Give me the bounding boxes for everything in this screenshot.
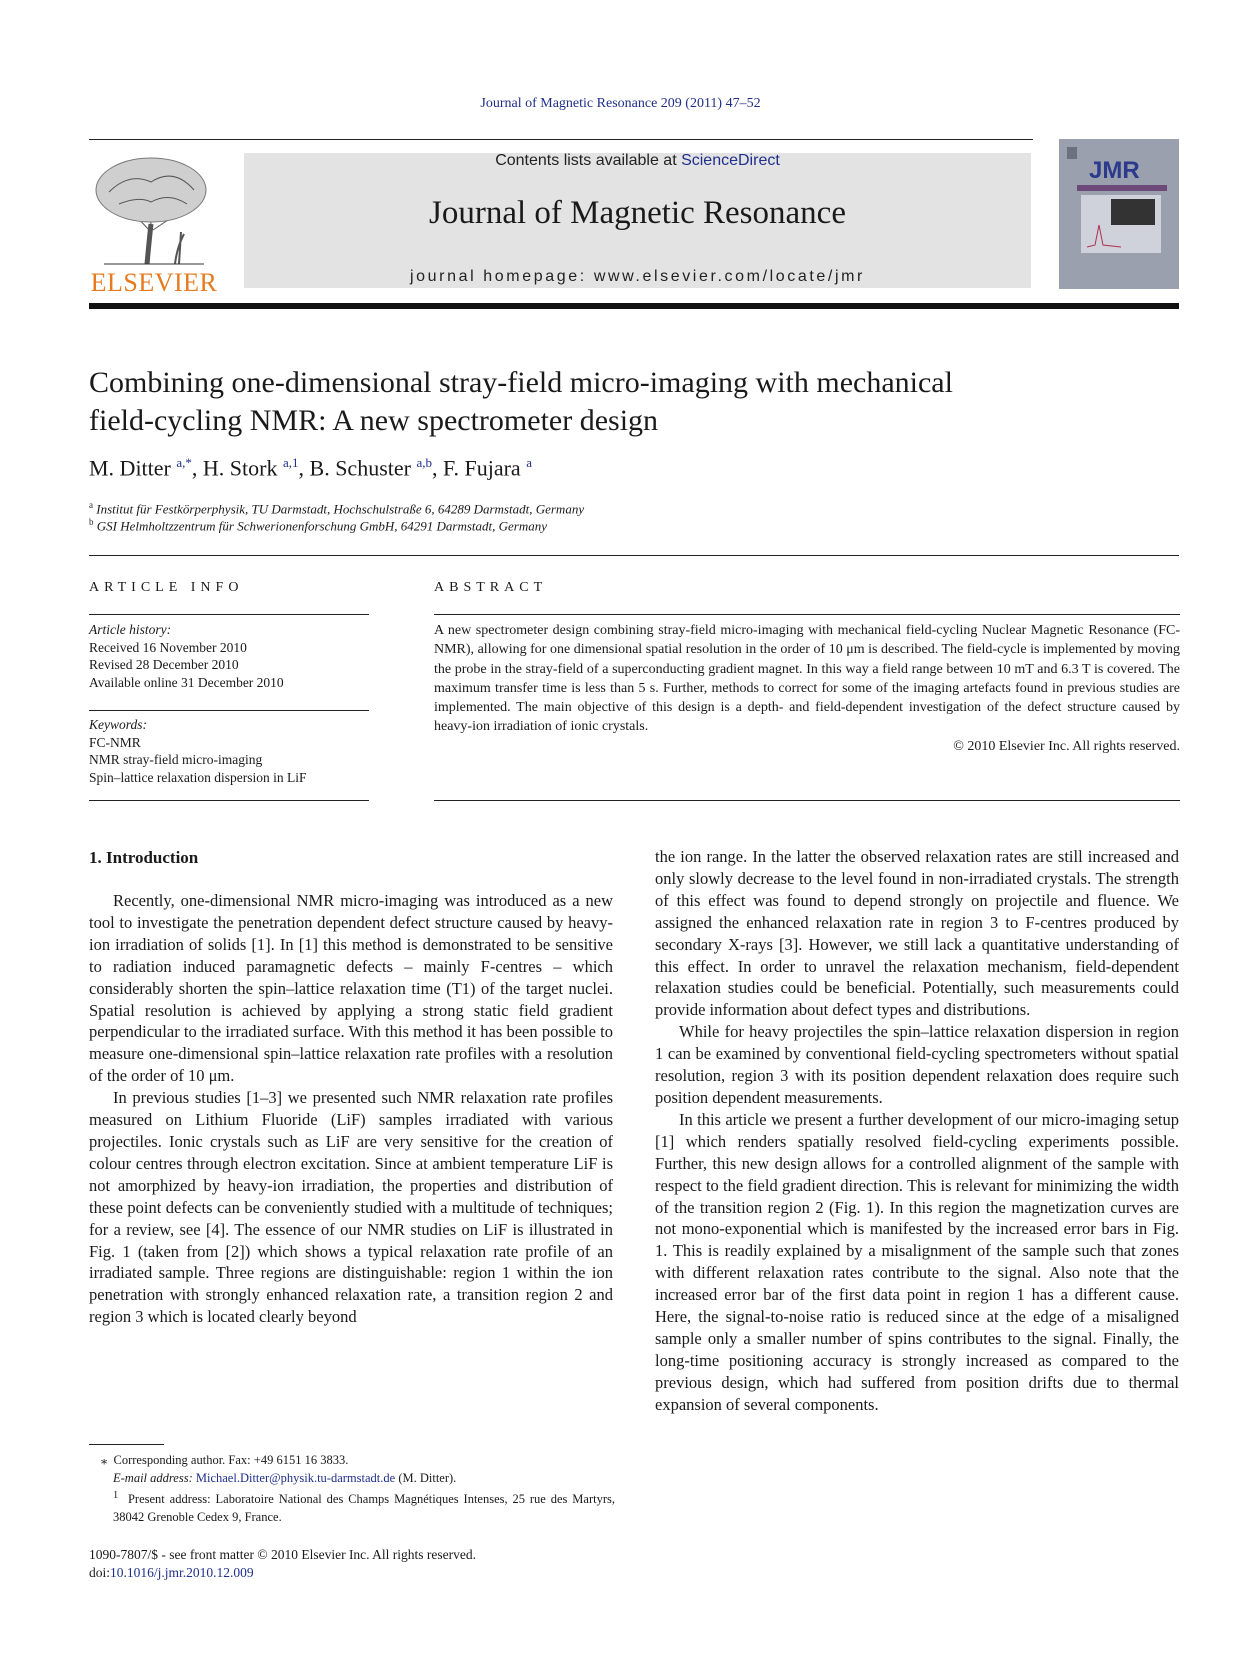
header-thick-rule <box>89 303 1179 309</box>
article-info-heading: ARTICLE INFO <box>89 580 244 595</box>
header-rule <box>89 139 1033 140</box>
info-rule-1 <box>89 614 369 615</box>
author-name: B. Schuster <box>309 455 411 481</box>
footnotes <box>89 1451 615 1526</box>
abstract-text: A new spectrometer design combining stray-field micro-imaging with mechanical field-cycling Nuclear Magnetic Resonance (FC-NMR), allowing for one dimensional spatial resolution in the order of 10 μm is described. The field-cycle is implemented by moving the probe in the stray-field of a superconducting gradient magnet. In this way a field range between 10 mT and 6.3 T is covered. The maximum transfer time is less than 5 s. Further, methods to correct for some of the imaging artefacts found in previous studies are implemented. The main objective of this design is a depth- and field-dependent investigation of the defect structure caused by heavy-ion irradiation of ionic crystals. <box>434 623 1180 735</box>
footnote-rule <box>89 1444 164 1445</box>
journal-citation[interactable]: Journal of Magnetic Resonance 209 (2011) 47–52 <box>480 96 761 111</box>
publisher-logo: ELSEVIER <box>90 268 218 297</box>
front-matter: 1090-7807/$ - see front matter © 2010 Elsevier Inc. All rights reserved. doi:10.1016/j.jmr.2010.12.009 <box>89 1547 477 1580</box>
paragraph: In previous studies [1–3] we presented such NMR relaxation rate profiles measured on Lithium Fluoride (LiF) samples irradiated with various projectiles. Ionic crystals such as LiF are very sensitive for the creation of colour centres through electron excitation. Since at ambient temperature LiF is not amorphized by heavy-ion irradiation, the properties and distribution of these point defects can be conveniently studied with a multitude of techniques; for a review, see [4]. The essence of our NMR studies on LiF is illustrated in Fig. 1 (taken from [2]) which shows a typical relaxation rate profile of an irradiated sample. Three regions are distinguishable: region 1 within the ion penetration with strongly enhanced relaxation rate, a transition region 2 and region 3 which is located clearly beyond <box>89 1088 613 1327</box>
affil-rule <box>89 555 1179 556</box>
section-heading-introduction: 1. Introduction <box>89 848 199 867</box>
journal-cover <box>1059 139 1179 289</box>
contents-line: Contents lists available at ScienceDirect <box>495 152 780 169</box>
abstract-body <box>434 621 1180 756</box>
abstract-copyright: © 2010 Elsevier Inc. All rights reserved. <box>953 738 1180 754</box>
paragraph: While for heavy projectiles the spin–lattice relaxation dispersion in region 1 can be examined by conventional field-cycling spectrometers without spatial resolution, region 3 with its position dependent relaxation does require such position dependent measurements. <box>655 1022 1179 1107</box>
cover-plot-icon <box>1081 195 1161 253</box>
footnote-corresponding: ⁎ Corresponding author. Fax: +49 6151 16 3833. <box>101 1453 349 1467</box>
keyword: NMR stray-field micro-imaging <box>89 752 263 768</box>
sciencedirect-link[interactable]: ScienceDirect <box>681 152 780 169</box>
email-link[interactable]: Michael.Ditter@physik.tu-darmstadt.de <box>195 1471 396 1485</box>
abstract-rule-bottom <box>434 800 1180 801</box>
affiliation-a: $^a$ Institut für Festkörperphysik, TU Darmstadt, Hochschulstraße 6, 64289 Darmstadt, Germany <box>89 500 585 517</box>
footnote-email: E-mail address: Michael.Ditter@physik.tu-darmstadt.de (M. Ditter). <box>113 1471 457 1485</box>
author-affil-link[interactable]: a,* <box>176 455 192 470</box>
info-rule-3 <box>89 800 369 801</box>
paragraph: In this article we present a further development of our micro-imaging setup [1] which renders spatially resolved field-cycling experiments possible. Further, this new design allows for a controlled alignment of the sample with respect to the field gradient direction. This is relevant for minimizing the width of the transition region 2 (Fig. 1). In this region the magnetization curves are not mono-exponential which is manifested by the increased error bars in Fig. 1. This is readily explained by a misalignment of the sample such that zones with different relaxation rates contribute to the signal. Also note that the increased error bar of the first data point in region 1 has a different cause. Here, the signal-to-noise ratio is reduced since at the edge of a misaligned sample only a smaller number of spins contributes to the signal. Finally, the long-time positioning accuracy is strongly increased as compared to the previous design, which had suffered from position drifts due to thermal expansion of several components. <box>655 1109 1179 1414</box>
abstract-heading: ABSTRACT <box>434 580 548 595</box>
article-history: Article history: Received 16 November 2010 Revised 28 December 2010 Available online 31 December 2010 <box>89 622 284 690</box>
author-affil-link[interactable]: a,1 <box>282 455 299 470</box>
journal-title: Journal of Magnetic Resonance <box>429 195 846 231</box>
cover-band <box>1077 185 1167 191</box>
article-title: Combining one-dimensional stray-field micro-imaging with mechanical field-cycling NMR: A new spectrometer design <box>89 366 953 437</box>
footnote-1: $^1$ Present address: Laboratoire National des Champs Magnétiques Intenses, 25 rue des Martyrs, 38042 Grenoble Cedex 9, France. <box>113 1490 615 1525</box>
doi-link[interactable]: 10.1016/j.jmr.2010.12.009 <box>110 1565 254 1580</box>
info-rule-2 <box>89 710 369 711</box>
keywords: Keywords: FC-NMR NMR stray-field micro-imaging Spin–lattice relaxation dispersion in LiF <box>89 716 369 786</box>
cover-figure <box>1081 195 1161 253</box>
right-column <box>655 846 1179 1416</box>
left-column <box>89 890 613 1328</box>
author-affil-link[interactable]: a <box>526 455 532 470</box>
author-name: H. Stork <box>202 455 278 481</box>
author-list: M. Ditter $^{a,*}$, H. Stork $^{a,1}$, B. Schuster $^{a,b}$, F. Fujara $^a$ <box>89 455 532 481</box>
author-name: F. Fujara <box>443 455 521 481</box>
keyword: FC-NMR <box>89 734 141 750</box>
author-affil-link[interactable]: a,b <box>416 455 432 470</box>
affiliation-b: $^b$ GSI Helmholtzzentrum für Schwerionenforschung GmbH, 64291 Darmstadt, Germany <box>89 517 548 534</box>
doi-line: doi:10.1016/j.jmr.2010.12.009 <box>89 1565 254 1580</box>
paragraph: the ion range. In the latter the observed relaxation rates are still increased and only slowly decrease to the level found in non-irradiated crystals. The strength of this effect was found to depend strongly on projectile and fluence. We assigned the enhanced relaxation rate in region 3 to F-centres produced by secondary X-rays [3]. However, we still lack a quantitative understanding of this effect. In order to unravel the relaxation mechanism, field-dependent relaxation studies could be beneficial. Potentially, such measurements could provide information about defect types and distributions. <box>655 847 1179 1020</box>
paragraph: Recently, one-dimensional NMR micro-imaging was introduced as a new tool to investigate the penetration dependent defect structure caused by heavy-ion irradiation of solids [1]. In [1] this method is demonstrated to be sensitive to radiation induced paramagnetic defects – mainly F-centres – which considerably shorten the spin–lattice relaxation time (T1) of the target nuclei. Spatial resolution is achieved by applying a strong static field gradient perpendicular to the irradiated surface. With this method it has been possible to measure one-dimensional spin–lattice relaxation rate profiles with a resolution of the order of 10 μm. <box>89 891 613 1086</box>
cover-logo-icon <box>1067 147 1077 159</box>
keyword: Spin–lattice relaxation dispersion in LiF <box>89 769 307 785</box>
author-name: M. Ditter <box>89 455 171 481</box>
abstract-rule-top <box>434 614 1180 615</box>
cover-title: JMR <box>1089 157 1140 184</box>
journal-homepage[interactable]: journal homepage: www.elsevier.com/locate/jmr <box>410 268 865 285</box>
